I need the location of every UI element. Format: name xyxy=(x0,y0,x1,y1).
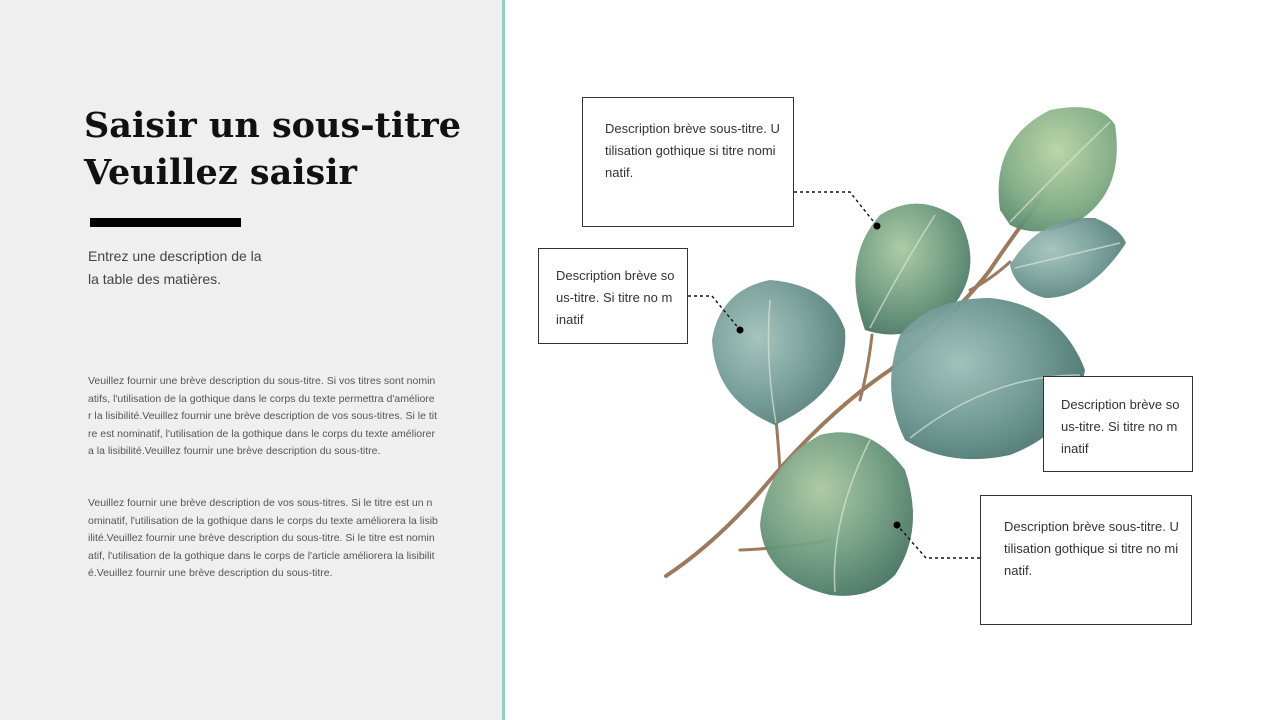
callout-box-2 xyxy=(538,248,688,344)
body-paragraph-2: Veuillez fournir une brève description de vos sous-titres. Si le titre est un nominatif, l'utilisation de la gothique dans le corps du texte améliorera la lisibilité.Veuillez fournir une brève description du sous-titre. Si le titre est nominatif, l'utilisation de la gothique dans le corps de l'article améliorera la lisibilité.Veuillez fournir une brève description du sous-titre. xyxy=(88,497,438,579)
callout-text-4: Description brève sous-titre. Utilisation gothique si titre no minatif. xyxy=(1004,519,1179,578)
title-underline-bar xyxy=(90,218,241,227)
callout-box-3 xyxy=(1043,376,1193,472)
title-line-1: Saisir un sous-titre xyxy=(84,105,462,146)
vertical-divider xyxy=(502,0,505,720)
callout-text-2: Description brève sous-titre. Si titre no minatif xyxy=(556,268,675,327)
subtitle xyxy=(88,245,328,291)
body-paragraph-1: Veuillez fournir une brève description du sous-titre. Si vos titres sont nominatifs, l'utilisation de la gothique dans le corps du texte permettra d'améliorer la lisibilité.Veuillez fournir une brève description de vos sous-titres. Si le titre est nominatif, l'utilisation de la gothique dans le corps du texte améliorera la lisibilité.Veuillez fournir une brève description du sous-titre. xyxy=(88,375,437,457)
title-line-2: Veuillez saisir xyxy=(84,152,357,193)
callout-text-3: Description brève sous-titre. Si titre no minatif xyxy=(1061,397,1180,456)
callout-box-1 xyxy=(582,97,794,227)
page-title xyxy=(84,102,484,196)
callout-text-1: Description brève sous-titre. Utilisation gothique si titre nominatif. xyxy=(605,121,780,180)
callout-box-4 xyxy=(980,495,1192,625)
subtitle-line-2: la table des matières. xyxy=(88,271,222,287)
subtitle-line-1: Entrez une description de la xyxy=(88,248,262,264)
